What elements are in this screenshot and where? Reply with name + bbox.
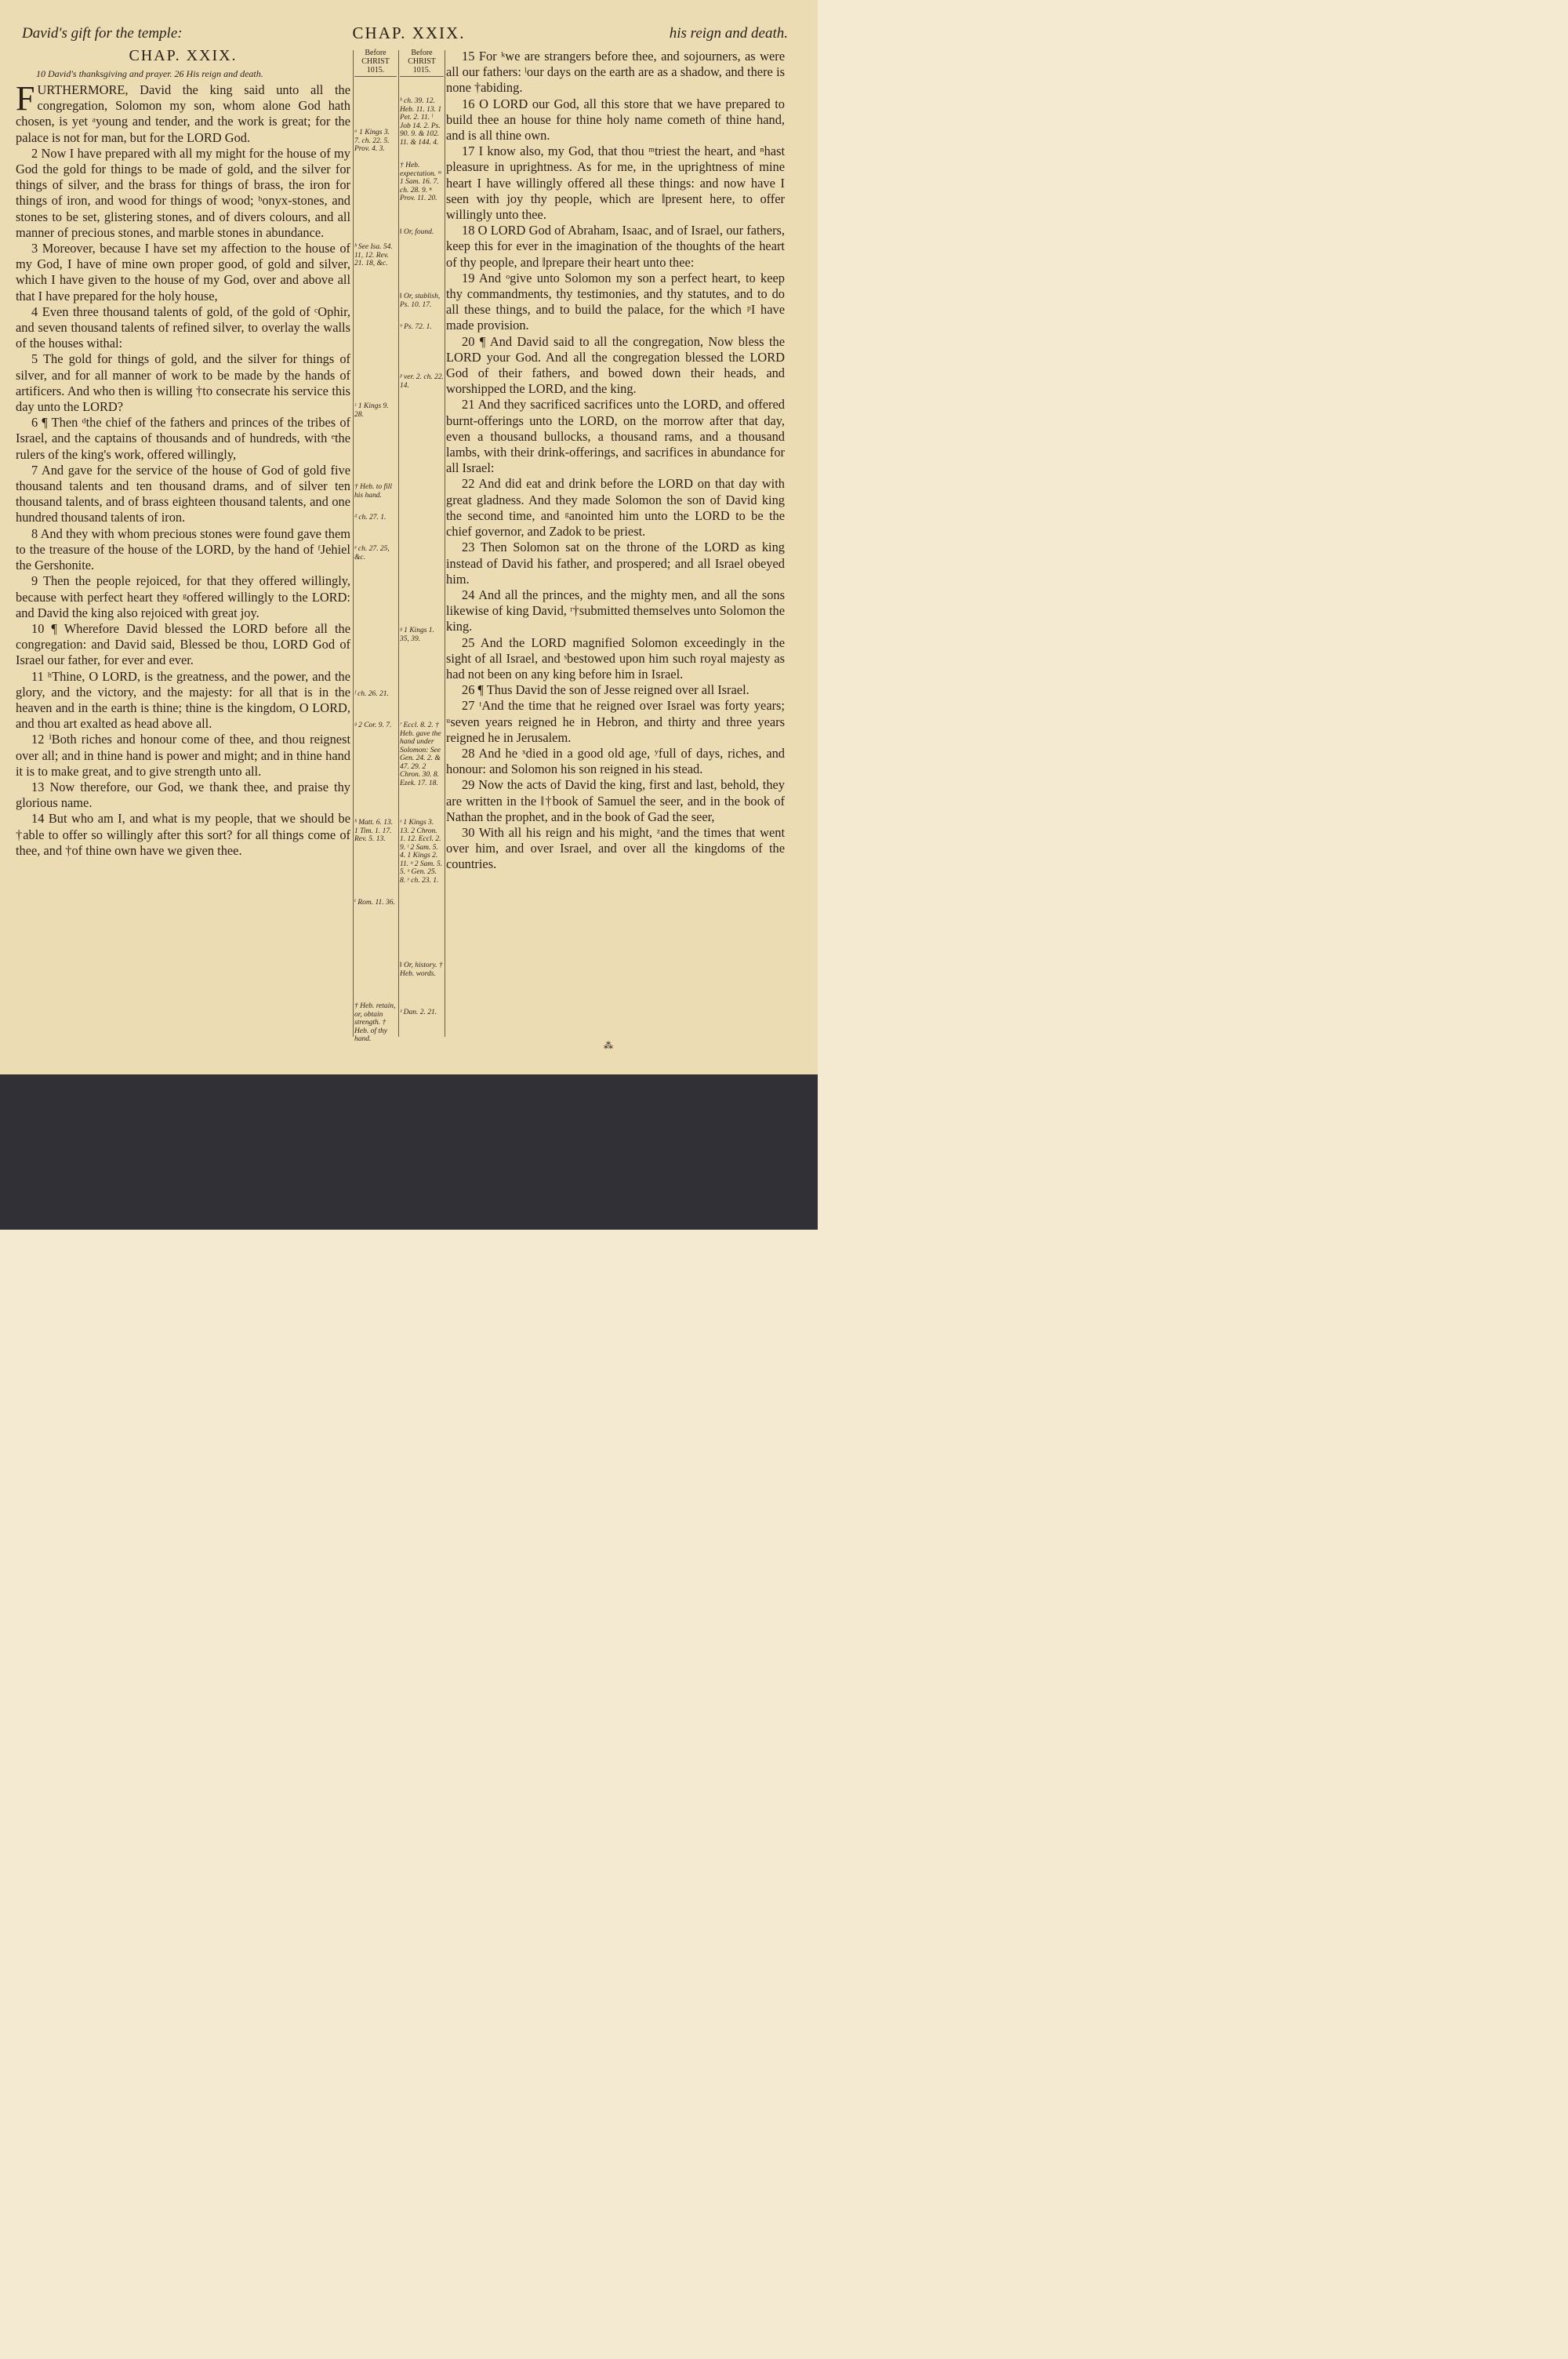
cross-reference: ᵍ 2 Cor. 9. 7.	[354, 722, 392, 729]
ref-column-head: Before CHRIST 1015.	[354, 49, 397, 77]
text-column-right	[446, 49, 785, 873]
running-head-chapter: CHAP. XXIX.	[352, 24, 466, 42]
reference-column-b	[400, 49, 444, 1016]
cross-reference: † Heb. expectation. ᵐ 1 Sam. 16. 7. ch. 28. 9. ⁿ Prov. 11. 20.	[400, 162, 441, 202]
cross-reference: ᵒ Ps. 72. 1.	[400, 323, 432, 331]
verse: 20 ¶ And David said to all the congregation, Now bless the LORD your God. And all the congregation blessed the LORD God of their fathers, and bowed down their heads, and worshipped the LORD, and the king.	[446, 333, 785, 397]
cross-reference: ᵏ ch. 39. 12. Heb. 11. 13. 1 Pet. 2. 11. ˡ Job 14. 2. Ps. 90. 9. & 102. 11. & 144. 4.	[400, 97, 442, 147]
cross-reference: ˢ 1 Kings 3. 13. 2 Chron. 1. 12. Eccl. 2. 9. ᵗ 2 Sam. 5. 4. 1 Kings 2. 11. ᵘ 2 Sam. 5. 5. ˣ Gen. 25. 8. ʸ ch. 23. 1.	[400, 819, 443, 885]
verse: 12 ⁱBoth riches and honour come of thee, and thou reignest over all; and in thine hand is power and might; and in thine hand it is to make great, and to give strength unto all.	[16, 732, 350, 779]
chapter-summary: 10 David's thanksgiving and prayer. 26 His reign and death.	[36, 68, 263, 79]
verse: 19 And ᵒgive unto Solomon my son a perfect heart, to keep thy commandments, thy testimonies, and thy statutes, and to do all these things, and to build the palace, for the which ᵖI have made provision.	[446, 270, 785, 333]
column-rule	[353, 50, 354, 1037]
running-head-left: David's gift for the temple:	[22, 25, 183, 42]
verse: 7 And gave for the service of the house of God of gold five thousand talents and ten thousand drams, and of silver ten thousand talents, and of brass eighteen thousand talents, and one hundred thousand talents of iron.	[16, 462, 350, 525]
cross-reference: ᵃ 1 Kings 3. 7. ch. 22. 5. Prov. 4. 3.	[354, 129, 390, 153]
background-surface	[0, 1074, 818, 1230]
verse: 24 And all the princes, and the mighty men, and all the sons likewise of king David, ʳ†submitted themselves unto Solomon the king.	[446, 587, 785, 634]
verse: 27 ᵗAnd the time that he reigned over Israel was forty years; ᵘseven years reigned he in Hebron, and thirty and three years reigned he in Jerusalem.	[446, 698, 785, 745]
verse: 26 ¶ Thus David the son of Jesse reigned over all Israel.	[462, 682, 750, 698]
verse: 5 The gold for things of gold, and the silver for things of silver, and for all manner of work to be made by the hands of artificers. And who then is willing †to consecrate his service this day unto the LORD?	[16, 351, 350, 415]
cross-reference: ⁱ Rom. 11. 36.	[354, 899, 395, 907]
verse: 18 O LORD God of Abraham, Isaac, and of Israel, our fathers, keep this for ever in the imagination of the thoughts of the heart of thy people, and ‖prepare their heart unto thee:	[446, 223, 785, 270]
verse: 16 O LORD our God, all this store that we have prepared to build thee an house for thine holy name cometh of thine hand, and is all thine own.	[446, 96, 785, 144]
cross-reference: ᶻ Dan. 2. 21.	[400, 1009, 437, 1016]
bible-page	[0, 0, 818, 1074]
verse: 6 ¶ Then ᵈthe chief of the fathers and princes of the tribes of Israel, and the captains of thousands and of hundreds, with ᵉthe rulers of the king's work, offered willingly,	[16, 415, 350, 462]
column-rule	[398, 50, 399, 1037]
cross-reference: ‖ Or, found.	[400, 228, 434, 236]
cross-reference: ᵇ See Isa. 54. 11, 12. Rev. 21. 18, &c.	[354, 243, 393, 267]
cross-reference: ᶜ 1 Kings 9. 28.	[354, 402, 389, 419]
cross-reference: ʳ Eccl. 8. 2. † Heb. gave the hand under Solomon: See Gen. 24. 2. & 47. 29. 2 Chron. 30. 8. Ezek. 17. 18.	[400, 722, 441, 787]
verse: 13 Now therefore, our God, we thank thee, and praise thy glorious name.	[16, 779, 350, 811]
cross-reference: ʰ Matt. 6. 13. 1 Tim. 1. 17. Rev. 5. 13.	[354, 819, 394, 843]
verse: 4 Even three thousand talents of gold, of the gold of ᶜOphir, and seven thousand talents of refined silver, to overlay the walls of the houses withal:	[16, 304, 350, 351]
verse: 29 Now the acts of David the king, first and last, behold, they are written in the ‖†book of Samuel the seer, and in the book of Nathan the prophet, and in the book of Gad the seer,	[446, 777, 785, 824]
cross-reference: † Heb. to fill his hand.	[354, 483, 393, 500]
cross-reference: ‖ Or, history. † Heb. words.	[400, 961, 443, 978]
cross-reference: ᵉ ch. 27. 25, &c.	[354, 545, 390, 562]
verse: 28 And he ˣdied in a good old age, ʸfull of days, riches, and honour: and Solomon his son reigned in his stead.	[446, 745, 785, 777]
verse: 8 And they with whom precious stones were found gave them to the treasure of the house of the LORD, by the hand of ᶠJehiel the Gershonite.	[16, 525, 350, 573]
cross-reference: ‖ Or, stablish, Ps. 10. 17.	[400, 293, 441, 309]
verse: 14 But who am I, and what is my people, that we should be †able to offer so willingly after this sort? for all things come of thee, and †of thine own have we given thee.	[16, 811, 350, 858]
verse: 3 Moreover, because I have set my affection to the house of my God, I have of mine own proper good, of gold and silver, which I have given to the house of my God, over and above all that I have prepared for the holy house,	[16, 241, 350, 304]
verse: 23 Then Solomon sat on the throne of the LORD as king instead of David his father, and prospered; and all Israel obeyed him.	[446, 540, 785, 587]
end-ornament-icon: ⁂	[604, 1040, 613, 1051]
cross-reference: ᵈ ch. 27. 1.	[354, 514, 387, 522]
verse: 25 And the LORD magnified Solomon exceedingly in the sight of all Israel, and ˢbestowed upon him such royal majesty as had not been on any king before him in Israel.	[446, 634, 785, 682]
cross-reference: ᵍ 1 Kings 1. 35, 39.	[400, 627, 434, 643]
verse	[16, 79, 350, 146]
text-column-left	[16, 47, 350, 859]
cross-reference: ᵖ ver. 2. ch. 22. 14.	[400, 373, 444, 390]
verse: 10 ¶ Wherefore David blessed the LORD before all the congregation: and David said, Blessed be thou, LORD God of Israel our father, for ever and ever.	[16, 620, 350, 668]
cross-reference: ᶠ ch. 26. 21.	[354, 690, 389, 698]
chapter-title: CHAP. XXIX.	[129, 47, 238, 64]
verse: 2 Now I have prepared with all my might for the house of my God the gold for things to be made of gold, and the silver for things of silver, and the brass for things of brass, the iron for things of iron, and wood for things of wood; ᵇonyx-stones, and stones to be set, glistering stones, and of divers colours, and all manner of precious stones, and marble stones in abundance.	[16, 145, 350, 240]
ref-column-head: Before CHRIST 1015.	[400, 49, 444, 77]
verse: 11 ʰThine, O LORD, is the greatness, and the power, and the glory, and the victory, and the majesty: for all that is in the heaven and in the earth is thine; thine is the kingdom, O LORD, and thou art exalted as head above all.	[16, 668, 350, 732]
cross-reference: † Heb. retain, or, obtain strength. † Heb. of thy hand.	[354, 1002, 396, 1043]
reference-column-a	[354, 49, 397, 1043]
verse: 30 With all his reign and his might, ᶻand the times that went over him, and over Israel, and over all the kingdoms of the countries.	[446, 824, 785, 872]
verse: 15 For ᵏwe are strangers before thee, and sojourners, as were all our fathers: ˡour days on the earth are as a shadow, and there is none †abiding.	[446, 49, 785, 96]
verse-text: URTHERMORE, David the king said unto all the congregation, Solomon my son, whom alone God hath chosen, is yet ᵃyoung and tender, and the work is great; for the palace is not for man, but for the LORD God.	[16, 82, 350, 145]
verse: 22 And did eat and drink before the LORD on that day with great gladness. And they made Solomon the son of David king the second time, and ᵍanointed him unto the LORD to be the chief governor, and Zadok to be priest.	[446, 476, 785, 540]
verse: 9 Then the people rejoiced, for that they offered willingly, because with perfect heart they ᵍoffered willingly to the LORD: and David the king also rejoiced with great joy.	[16, 573, 350, 620]
verse: 17 I know also, my God, that thou ᵐtriest the heart, and ⁿhast pleasure in uprightness. As for me, in the uprightness of mine heart I have willingly offered all these things: and now have I seen with joy thy people, which are ‖present here, to offer willingly unto thee.	[446, 144, 785, 223]
running-head-right: his reign and death.	[669, 25, 788, 42]
drop-cap: F	[16, 79, 35, 118]
verse: 21 And they sacrificed sacrifices unto the LORD, and offered burnt-offerings unto the LORD, on the morrow after that day, even a thousand bullocks, a thousand rams, and a thousand lambs, with their drink-offerings, and sacrifices in abundance for all Israel:	[446, 397, 785, 476]
